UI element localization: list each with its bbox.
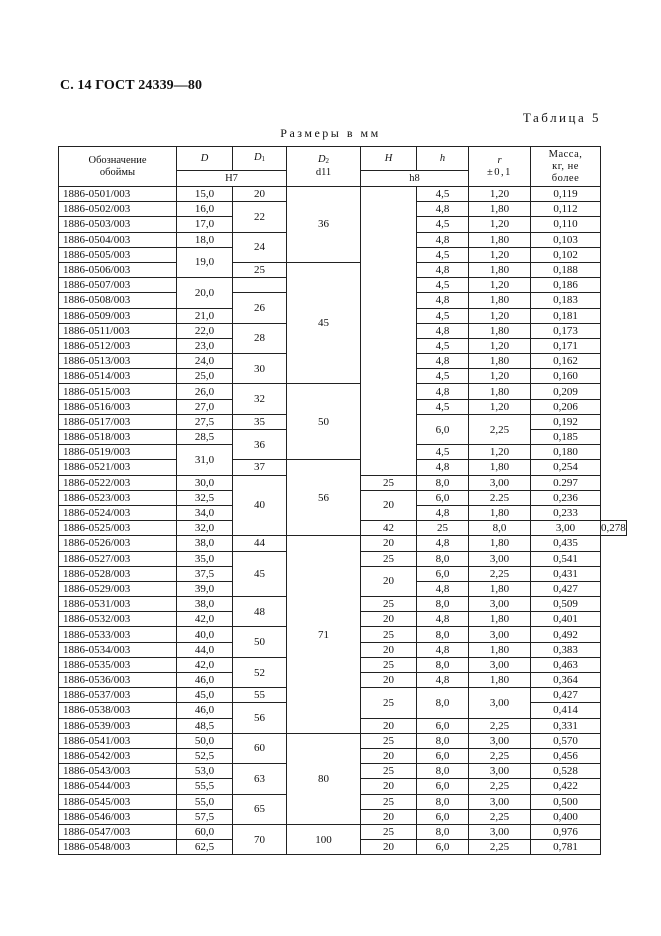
cell-D1: 35: [233, 414, 287, 429]
cell-code: 1886-0511/003: [59, 323, 177, 338]
col-mass: Масса, кг, не более: [531, 147, 601, 187]
col-D1-sub: 1: [261, 155, 266, 163]
cell-D: 62,5: [177, 840, 233, 855]
cell-D: 26,0: [177, 384, 233, 399]
cell-h: 6,0: [417, 779, 469, 794]
cell-D2: 36: [287, 187, 361, 263]
cell-h: 4,8: [417, 354, 469, 369]
cell-D: 42,0: [177, 657, 233, 672]
cell-m: 0,431: [531, 566, 601, 581]
cell-r: 1,80: [469, 460, 531, 475]
cell-r: 1,20: [469, 369, 531, 384]
cell-r: 2,25: [469, 718, 531, 733]
cell-h: 8,0: [469, 521, 531, 536]
cell-H: [361, 187, 417, 476]
cell-h: 6,0: [417, 414, 469, 444]
cell-m: 0,112: [531, 202, 601, 217]
col-D1: [233, 147, 287, 171]
cell-m: 0,427: [531, 688, 601, 703]
cell-m: 0,160: [531, 369, 601, 384]
cell-m: 0,414: [531, 703, 601, 718]
col-D1-letter: D: [253, 152, 262, 163]
cell-D1: 32: [233, 384, 287, 414]
cell-m: 0,185: [531, 430, 601, 445]
cell-H: 25: [361, 597, 417, 612]
cell-D1: 25: [233, 262, 287, 277]
cell-D2: 100: [287, 824, 361, 854]
cell-D1: 24: [233, 232, 287, 262]
cell-h: 4,8: [417, 202, 469, 217]
cell-m: 0,103: [531, 232, 601, 247]
cell-h: 4,8: [417, 642, 469, 657]
cell-H: 20: [361, 566, 417, 596]
cell-H: 20: [361, 642, 417, 657]
table-row: [59, 536, 627, 551]
cell-code: 1886-0534/003: [59, 642, 177, 657]
cell-m: 0,976: [531, 824, 601, 839]
cell-m: 0,500: [531, 794, 601, 809]
tolerance-h8: h8: [361, 171, 469, 187]
cell-D1: 55: [233, 688, 287, 703]
cell-h: 6,0: [417, 490, 469, 505]
col-designation: Обозначение обоймы: [59, 147, 177, 187]
cell-code: 1886-0502/003: [59, 202, 177, 217]
cell-D1: 45: [233, 551, 287, 597]
cell-D1: 60: [233, 733, 287, 763]
cell-m: 0,570: [531, 733, 601, 748]
cell-r: 1,80: [469, 536, 531, 551]
cell-m: 0,233: [531, 505, 601, 520]
cell-h: 8,0: [417, 824, 469, 839]
cell-r: 3,00: [469, 824, 531, 839]
cell-D: 22,0: [177, 323, 233, 338]
cell-D: 48,5: [177, 718, 233, 733]
cell-m: 0,119: [531, 187, 601, 202]
cell-h: 6,0: [417, 840, 469, 855]
cell-D1: 63: [233, 764, 287, 794]
cell-code: 1886-0515/003: [59, 384, 177, 399]
table-row: [59, 460, 627, 475]
cell-code: 1886-0518/003: [59, 430, 177, 445]
cell-m: 0,181: [531, 308, 601, 323]
cell-D: 38,0: [177, 597, 233, 612]
cell-code: 1886-0548/003: [59, 840, 177, 855]
cell-m: 0.297: [531, 475, 601, 490]
cell-h: 6,0: [417, 748, 469, 763]
cell-r: 1,20: [469, 247, 531, 262]
table-row: [59, 187, 627, 202]
cell-r: 1,20: [469, 217, 531, 232]
cell-h: 4,8: [417, 262, 469, 277]
cell-m: 0,427: [531, 581, 601, 596]
cell-h: 4,8: [417, 293, 469, 308]
cell-code: 1886-0525/003: [59, 521, 177, 536]
cell-code: 1886-0512/003: [59, 338, 177, 353]
tolerance-H7: H7: [177, 171, 287, 187]
cell-h: 4,8: [417, 384, 469, 399]
cell-r: 1,20: [469, 187, 531, 202]
cell-code: 1886-0501/003: [59, 187, 177, 202]
cell-D1: 28: [233, 323, 287, 353]
cell-D: 35,0: [177, 551, 233, 566]
cell-m: 0,422: [531, 779, 601, 794]
cell-r: 2,25: [469, 840, 531, 855]
cell-m: 0,435: [531, 536, 601, 551]
cell-D: 52,5: [177, 748, 233, 763]
cell-r: 3,00: [469, 627, 531, 642]
cell-h: 8,0: [417, 733, 469, 748]
cell-D: 38,0: [177, 536, 233, 551]
cell-D: 32,0: [177, 521, 233, 536]
cell-D: 17,0: [177, 217, 233, 232]
cell-H: 20: [361, 718, 417, 733]
cell-code: 1886-0503/003: [59, 217, 177, 232]
cell-D: 18,0: [177, 232, 233, 247]
cell-D: 37,5: [177, 566, 233, 581]
cell-r: 1,80: [469, 505, 531, 520]
cell-H: 20: [361, 779, 417, 794]
cell-code: 1886-0508/003: [59, 293, 177, 308]
cell-code: 1886-0521/003: [59, 460, 177, 475]
cell-D: 28,5: [177, 430, 233, 445]
cell-r: 3,00: [469, 688, 531, 718]
cell-H: 25: [361, 824, 417, 839]
cell-m: 0,209: [531, 384, 601, 399]
cell-h: 4,5: [417, 338, 469, 353]
cell-m: 0,180: [531, 445, 601, 460]
cell-D: 44,0: [177, 642, 233, 657]
table-row: [59, 824, 627, 839]
cell-h: 4,5: [417, 187, 469, 202]
cell-D: 19,0: [177, 247, 233, 277]
cell-h: 4,5: [417, 278, 469, 293]
col-D2-tolerance: d11: [315, 167, 332, 178]
cell-m: 0,102: [531, 247, 601, 262]
cell-h: 4,5: [417, 217, 469, 232]
cell-r: 1,80: [469, 293, 531, 308]
cell-code: 1886-0527/003: [59, 551, 177, 566]
cell-H: 25: [361, 794, 417, 809]
cell-m: 0,192: [531, 414, 601, 429]
table-row: [59, 262, 627, 277]
cell-D1: 40: [233, 475, 287, 536]
cell-r: 2,25: [469, 566, 531, 581]
cell-m: 0,492: [531, 627, 601, 642]
cell-H: 25: [361, 551, 417, 566]
cell-h: 8,0: [417, 794, 469, 809]
cell-D1: 70: [233, 824, 287, 854]
cell-code: 1886-0513/003: [59, 354, 177, 369]
cell-r: 3,00: [469, 733, 531, 748]
cell-r: 1,80: [469, 354, 531, 369]
cell-m: 0,509: [531, 597, 601, 612]
cell-m: 0,456: [531, 748, 601, 763]
cell-D: 57,5: [177, 809, 233, 824]
cell-H: 25: [361, 733, 417, 748]
cell-h: 8,0: [417, 764, 469, 779]
cell-r: 3,00: [531, 521, 601, 536]
cell-D2: 56: [287, 460, 361, 536]
cell-m: 0,278: [601, 522, 626, 535]
cell-D1: [233, 278, 287, 293]
cell-h: 6,0: [417, 718, 469, 733]
cell-D1: 65: [233, 794, 287, 824]
cell-D: 32,5: [177, 490, 233, 505]
cell-D: 55,0: [177, 794, 233, 809]
cell-H: 20: [361, 840, 417, 855]
cell-r: 2,25: [469, 414, 531, 444]
cell-H: 25: [361, 627, 417, 642]
cell-r: 3,00: [469, 551, 531, 566]
cell-h: 8,0: [417, 657, 469, 672]
cell-h: 4,5: [417, 308, 469, 323]
page-header: С. 14 ГОСТ 24339—80: [60, 78, 203, 93]
cell-D: 27,5: [177, 414, 233, 429]
cell-D: 46,0: [177, 703, 233, 718]
col-D2-sub: 2: [325, 157, 330, 165]
cell-h: 4,8: [417, 323, 469, 338]
cell-m: 0,383: [531, 642, 601, 657]
cell-code: 1886-0535/003: [59, 657, 177, 672]
cell-D: 42,0: [177, 612, 233, 627]
cell-code: 1886-0538/003: [59, 703, 177, 718]
cell-r: 3,00: [469, 764, 531, 779]
table-row: [59, 384, 627, 399]
cell-D: 31,0: [177, 445, 233, 475]
cell-m: 0,364: [531, 673, 601, 688]
cell-D: 16,0: [177, 202, 233, 217]
cell-h: 4,8: [417, 232, 469, 247]
cell-D: 60,0: [177, 824, 233, 839]
cell-h: 8,0: [417, 551, 469, 566]
cell-D: 20,0: [177, 278, 233, 308]
cell-m: 0,236: [531, 490, 601, 505]
cell-m: 0,186: [531, 278, 601, 293]
cell-H: 25: [361, 764, 417, 779]
cell-code: 1886-0523/003: [59, 490, 177, 505]
table-row: [59, 733, 627, 748]
cell-m: 0,528: [531, 764, 601, 779]
cell-r: 1,80: [469, 232, 531, 247]
cell-r: 2,25: [469, 748, 531, 763]
cell-H: 20: [361, 809, 417, 824]
cell-D: 50,0: [177, 733, 233, 748]
cell-m: 0,183: [531, 293, 601, 308]
cell-m: 0,173: [531, 323, 601, 338]
dimensions-table: [58, 146, 627, 855]
col-D: D: [177, 147, 233, 171]
cell-D1: 22: [233, 202, 287, 232]
cell-D: 34,0: [177, 505, 233, 520]
cell-h: 6,0: [417, 809, 469, 824]
cell-D1: 30: [233, 354, 287, 384]
cell-code: 1886-0522/003: [59, 475, 177, 490]
table-body: [59, 187, 627, 855]
cell-m: 0,162: [531, 354, 601, 369]
cell-D2: 71: [287, 536, 361, 733]
cell-code: 1886-0546/003: [59, 809, 177, 824]
cell-r: 1,20: [469, 278, 531, 293]
cell-m: 0,206: [531, 399, 601, 414]
sizes-caption: Размеры в мм: [280, 126, 381, 140]
cell-m: 0,188: [531, 262, 601, 277]
cell-D1: 20: [233, 187, 287, 202]
cell-code: 1886-0537/003: [59, 688, 177, 703]
cell-H: 25: [361, 475, 417, 490]
cell-code: 1886-0514/003: [59, 369, 177, 384]
col-D2: [287, 147, 361, 187]
cell-code: 1886-0509/003: [59, 308, 177, 323]
cell-m: 0,541: [531, 551, 601, 566]
cell-code: 1886-0547/003: [59, 824, 177, 839]
cell-h: 4,5: [417, 399, 469, 414]
cell-r: 2,25: [469, 809, 531, 824]
cell-code: 1886-0526/003: [59, 536, 177, 551]
cell-code: 1886-0536/003: [59, 673, 177, 688]
cell-r: 1,80: [469, 673, 531, 688]
cell-code: 1886-0533/003: [59, 627, 177, 642]
cell-code: 1886-0505/003: [59, 247, 177, 262]
col-r-letter: r: [497, 154, 502, 166]
cell-code: 1886-0517/003: [59, 414, 177, 429]
cell-H: 20: [361, 536, 417, 551]
cell-m: 0,463: [531, 657, 601, 672]
cell-m: 0,781: [531, 840, 601, 855]
cell-code: 1886-0542/003: [59, 748, 177, 763]
cell-code: 1886-0506/003: [59, 262, 177, 277]
cell-D1: 36: [233, 430, 287, 460]
cell-D: 53,0: [177, 764, 233, 779]
cell-h: 4,8: [417, 505, 469, 520]
cell-r: 1,80: [469, 262, 531, 277]
cell-D2: 45: [287, 262, 361, 384]
cell-h: 4,5: [417, 369, 469, 384]
cell-code: 1886-0507/003: [59, 278, 177, 293]
cell-D: 23,0: [177, 338, 233, 353]
cell-r: 1,80: [469, 384, 531, 399]
cell-h: 8,0: [417, 475, 469, 490]
cell-m: 0,110: [531, 217, 601, 232]
cell-code: 1886-0519/003: [59, 445, 177, 460]
cell-H: 25: [361, 657, 417, 672]
cell-h: 8,0: [417, 597, 469, 612]
cell-r: 1,20: [469, 445, 531, 460]
cell-h: 8,0: [417, 627, 469, 642]
cell-code: 1886-0516/003: [59, 399, 177, 414]
cell-h: 8,0: [417, 688, 469, 718]
cell-code: 1886-0524/003: [59, 505, 177, 520]
cell-D: 46,0: [177, 673, 233, 688]
cell-D2: 50: [287, 384, 361, 460]
cell-h: 4,5: [417, 445, 469, 460]
cell-D1: 42: [361, 521, 417, 536]
cell-D: 15,0: [177, 187, 233, 202]
cell-r: 1,80: [469, 581, 531, 596]
cell-H: 25: [361, 688, 417, 718]
cell-r: 1,80: [469, 612, 531, 627]
col-H: H: [361, 147, 417, 171]
cell-h: 6,0: [417, 566, 469, 581]
cell-code: 1886-0543/003: [59, 764, 177, 779]
cell-r: 1,80: [469, 202, 531, 217]
cell-D1: 48: [233, 597, 287, 627]
cell-D1: 52: [233, 657, 287, 687]
cell-D: 25,0: [177, 369, 233, 384]
cell-h: 4,5: [417, 247, 469, 262]
cell-code: 1886-0541/003: [59, 733, 177, 748]
cell-D: 40,0: [177, 627, 233, 642]
cell-r: 3,00: [469, 597, 531, 612]
cell-r: 3,00: [469, 657, 531, 672]
cell-r: 2.25: [469, 490, 531, 505]
cell-D1: 26: [233, 293, 287, 323]
cell-code: 1886-0529/003: [59, 581, 177, 596]
cell-H: 20: [361, 673, 417, 688]
cell-h: 4,8: [417, 673, 469, 688]
cell-m: 0,400: [531, 809, 601, 824]
col-r: [469, 147, 531, 187]
cell-r: 2,25: [469, 779, 531, 794]
cell-h: 4,8: [417, 581, 469, 596]
cell-H: 20: [361, 490, 417, 520]
cell-code: 1886-0545/003: [59, 794, 177, 809]
cell-code: 1886-0531/003: [59, 597, 177, 612]
cell-h: 4,8: [417, 460, 469, 475]
cell-D1: 44: [233, 536, 287, 551]
cell-D: 30,0: [177, 475, 233, 490]
cell-D2: 80: [287, 733, 361, 824]
cell-D: 27,0: [177, 399, 233, 414]
cell-D1: 50: [233, 627, 287, 657]
cell-r: 1,80: [469, 642, 531, 657]
cell-D: 45,0: [177, 688, 233, 703]
cell-r: 3,00: [469, 475, 531, 490]
cell-h: 4,8: [417, 536, 469, 551]
cell-H: 20: [361, 612, 417, 627]
cell-D1: 37: [233, 460, 287, 475]
cell-code: 1886-0504/003: [59, 232, 177, 247]
cell-m: 0,331: [531, 718, 601, 733]
cell-r: 1,20: [469, 338, 531, 353]
cell-D: 21,0: [177, 308, 233, 323]
cell-code: 1886-0539/003: [59, 718, 177, 733]
cell-h: 4,8: [417, 612, 469, 627]
cell-r: 1,20: [469, 399, 531, 414]
cell-code: 1886-0532/003: [59, 612, 177, 627]
cell-m: 0,254: [531, 460, 601, 475]
cell-m: 0,171: [531, 338, 601, 353]
table-name: Таблица 5: [522, 110, 601, 125]
cell-r: 1,20: [469, 308, 531, 323]
cell-D1: 56: [233, 703, 287, 733]
cell-r: 1,80: [469, 323, 531, 338]
col-r-tolerance: ±0,1: [487, 166, 512, 178]
col-D2-letter: D: [317, 154, 326, 165]
cell-H: 20: [361, 748, 417, 763]
cell-D: 24,0: [177, 354, 233, 369]
cell-r: 3,00: [469, 794, 531, 809]
col-h: h: [417, 147, 469, 171]
cell-H: 25: [417, 521, 469, 536]
cell-code: 1886-0528/003: [59, 566, 177, 581]
cell-D: 39,0: [177, 581, 233, 596]
cell-code: 1886-0544/003: [59, 779, 177, 794]
cell-D: 55,5: [177, 779, 233, 794]
cell-m: 0,401: [531, 612, 601, 627]
